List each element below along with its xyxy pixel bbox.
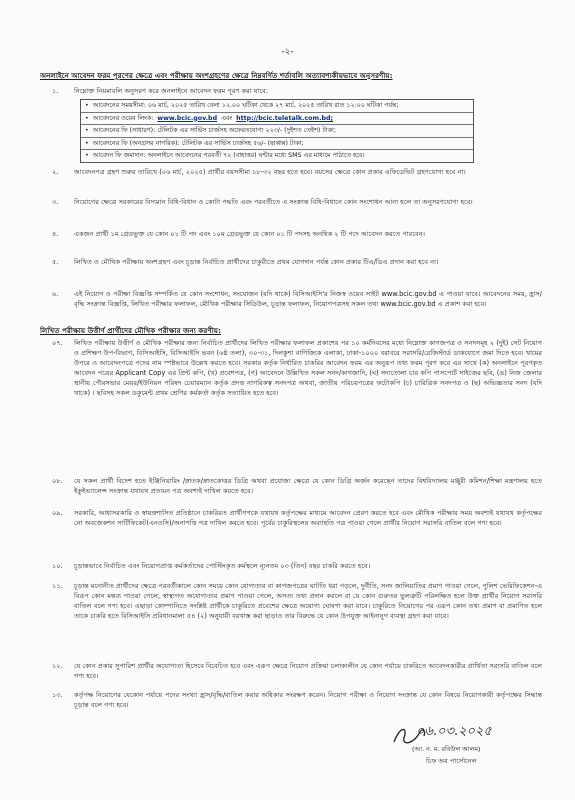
item-text: যে কোন প্রকার সুপারিশ প্রার্থীর অযোগ্যতা হিসেবে বিবেচিত হবে এবং এরূপ ক্ষেত্রে নিয়োগ প্রক্রিয়া চলাকালীন যে কোন পর্যায়ে চাকরিতে আবেদনকারীর প্রার্থিতা সরাসরি বাতিল বলে গণ্য হবে। [74, 662, 543, 680]
item-text: আবেদনপত্র গ্রহণ শুরুর তারিখে (০৬ মার্চ, ২০২৫) প্রার্থীর বয়সসীমা ১৮-৩২ বছর হতে হবে। বয়সের ক্ষেত্রে কোন প্রকার এফিডেভিট গ্রহণযোগ্য হবে না। [74, 168, 466, 176]
signatory-title: চিফ অব পার্সোনেল [426, 757, 477, 765]
item-text: নিয়োগের ক্ষেত্রে সরকারের বিদ্যমান বিধি-বিধান ও কোটা পদ্ধতি এবং পরবর্তীতে এ সংক্রান্ত বিধি-বিধানে কোন সংশোধন আনা হলে তা অনুসরণযোগ্য হবে। [74, 198, 473, 206]
item-text: কর্তৃপক্ষ নিয়োগের যেকোন পর্যায়ে পদের সংখ্যা হ্রাস/বৃদ্ধি/বাতিল করার অধিকার সংরক্ষণ করেন। নিয়োগ পরীক্ষা ও নিয়োগ সংক্রান্ত যে কোন বিষয়ে নিয়োগকারী কর্তৃপক্ষের সিদ্ধান্ত চূড়ান্ত বলে গণ্য হবে। [74, 691, 542, 709]
item-number: ২. [52, 168, 59, 176]
intro-heading: অনলাইনে আবেদন ফরম পূরণের ক্ষেত্রে এবং পরীক্ষায় অংশগ্রহণের ক্ষেত্রে নিম্নবর্ণিত শর্তাবলি অত্যাবশ্যকীয়ভাবে অনুসরণীয়: [40, 71, 393, 80]
item-number: ১২. [52, 662, 63, 670]
item-text: একজন প্রার্থী ১ম গ্রেডভুক্ত যে কোন ০১ টি পদ এবং ১০ম গ্রেডভুক্ত যে কোন ০১ টি পদসহ অনধিক ২ টি পদে আবেদন করতে পারবেন। [74, 230, 426, 238]
info-deadline: আবেদনের সময়সীমা: ০৬ মার্চ, ২০২৫ তারিখ বেলা ১২.০০ ঘটিকা থেকে ২৭ মার্চ, ২০২৫ তারিখ রাত ১২:০০ ঘটিকা পর্যন্ত; [92, 102, 399, 109]
signature-block [390, 722, 540, 774]
item-number: ৪. [52, 230, 59, 238]
item-text: লিখিত পরীক্ষায় উত্তীর্ণ ও মৌখিক পরীক্ষার জন্য নির্বাচিত প্রার্থীদের লিখিত পরীক্ষার ফলাফল প্রকাশের পর ১০ কর্মদিবসের মধ্যে নিম্নোক্ত কাগজপত্র ও সনদসমূহ ২ (দুই) সেট নিয়োগ ও প্রশিক্ষণ উপ-বিভাগ, বিসিআইসি, বিসিআইসি ভবন (৬ষ্ঠ তলা), ৩০-৩১, দিলকুশা বাণিজ্যিক এলাকা, ঢাকা-১০০০ বরাবরে সরাসরি/রেজিস্টার্ড ডাকযোগে জমা দিতে হবে। খামের উপরে ও আবেদনপত্রে পদের নাম স্পষ্টভাবে উল্লেখ করতে হবে। সরকার কর্তৃক নির্ধারিত চাকরির আবেদন ফরম এর অনুরূপ তথ্য ফরম পূরণ করে এর সাথে (ক) অনলাইনে পূরণকৃত আবেদন পত্রের Applicant Copy এর প্রিন্ট কপি, (খ) প্রবেশপত্র, (গ) আবেদনে উল্লিখিত সকল সনদ/কাগজাদি, (ঘ) সদ্যতোলা চার কপি পাসপোর্ট সাইজের ছবি, (ঙ) নিজ জেলার স্থানীয় পৌরসভার মেয়র/ইউনিয়ন পরিষদ চেয়ারম্যান কর্তৃক প্রদত্ত নাগরিকত্ব সনদপত্র অথবা, জাতীয় পরিচয়পত্রের ফটোকপি (চ) চারিত্রিক সনদপত্র ও (ছ) অভিজ্ঞতার সনদ (যদি থাকে) । ছবিসহ সকল ডকুমেন্ট প্রথম শ্রেণির কর্মকর্তা কর্তৃক সত্যায়িত হতে হবে। [74, 339, 542, 397]
item-number: ১০. [52, 562, 63, 570]
info-row-deadline: • আবেদনের সময়সীমা: ০৬ মার্চ, ২০২৫ তারিখ বেলা ১২.০০ ঘটিকা থেকে ২৭ মার্চ, ২০২৫ তারিখ রাত ১২:০০ ঘটিকা পর্যন্ত; [81, 100, 473, 113]
section-heading-viva: লিখিত পরীক্ষায় উত্তীর্ণ প্রার্থীদের মৌখিক পরীক্ষার জন্য করণীয়: [40, 326, 221, 335]
info-fee-backward: আবেদনের ফি (অনগ্রসর নাগরিক): টেলিটক এর সার্ভিস চার্জসহ ৫৬/- (ছাপ্পান্ন) টাকা; [92, 139, 304, 147]
info-fee-general: আবেদনের ফি (সাধারণ): টেলিটক এর সার্ভিস চার্জসহ অফেরতযোগ্য ২২৩/- (দুইশত তেইশ) টাকা; [92, 127, 336, 135]
item-number: ০৯. [52, 509, 63, 517]
item-number: ১১. [52, 582, 63, 590]
info-row-fee-general: • আবেদনের ফি (সাধারণ): টেলিটক এর সার্ভিস চার্জসহ অফেরতযোগ্য ২২৩/- (দুইশত তেইশ) টাকা; [81, 125, 473, 138]
info-row-fee-backward: • আবেদনের ফি (অনগ্রসর নাগরিক): টেলিটক এর সার্ভিস চার্জসহ ৫৬/- (ছাপ্পান্ন) টাকা; [81, 138, 473, 151]
item-number: ৫. [52, 258, 59, 266]
bcic-website-link[interactable]: www.bcic.gov.bd [157, 114, 218, 122]
item-text: নিম্নোক্ত নিয়মাবলি অনুসরণ করে অনলাইনে আবেদন ফরম পূরণ করা যাবে: [74, 87, 269, 95]
item-text: চূড়ান্তভাবে নির্বাচিত এবং নিয়োগপ্রাপ্ত কর্মকর্তাদের পোস্টিংকৃত কর্মস্থলে ন্যূনতম ০৩ (তিন) বছর চাকরি করতে হবে। [74, 562, 371, 570]
item-text: লিখিত ও মৌখিক পরীক্ষায় অংশগ্রহণ এবং চূড়ান্ত নির্বাচিত প্রার্থীদের চাকুরীতে প্রথম যোগদান পর্যন্ত কোন প্রকার টিএ/ডিএ প্রদান করা হবে না। [74, 258, 439, 266]
item-number: ০৮. [52, 477, 63, 485]
item-number: ৩. [52, 198, 59, 206]
teletalk-link[interactable]: http://bcic.teletalk.com.bd; [236, 114, 333, 122]
item-number: ৬. [52, 290, 59, 298]
info-fee-payment: আবেদন ফি জমাদান: অনলাইনে আবেদনের পরবর্তী ৭২ (বাহাত্তর) ঘন্টার মধ্যে SMS এর মাধ্যমে পাঠাতে হবে। [92, 152, 365, 160]
item-text: সরকারি, আধাসরকারি ও স্বায়ত্তশাসিত প্রতিষ্ঠানে চাকরিরত প্রার্থীগণকে যথাযথ কর্তৃপক্ষের মাধ্যমে আবেদন প্রেরণ করতে হবে এবং মৌখিক পরীক্ষার সময় অবশ্যই যথাযথ কর্তৃপক্ষের নো অবজেকশন সার্টিফিকেট(এনওসি)/অনাপত্তি পত্র দাখিল করতে হবে। পূর্বের চাকুরিস্থলের অব্যাহতি পত্র পাওয়া গেলে প্রার্থীর নিয়োগ সরাসরি বাতিল বলে গণ্য হবে। [74, 509, 542, 527]
info-row-fee-payment: • আবেদন ফি জমাদান: অনলাইনে আবেদনের পরবর্তী ৭২ (বাহাত্তর) ঘন্টার মধ্যে SMS এর মাধ্যমে পাঠাতে হবে। [81, 150, 473, 162]
item-text: চূড়ান্ত মনোনীত প্রার্থীদের ক্ষেত্রে পরবর্তীকালে কোন সময়ে কোন যোগ্যতার বা কাগজপত্রের ঘাটতি ধরা পড়লে, দুর্নীতি, সনদ জালিয়াতির প্রমাণ পাওয়া গেলে, পুলিশ ভেরিফিকেশন-এ বিরূপ কোন মন্তব্য পাওয়া গেলে, স্বাস্থ্যগত অযোগ্যতার প্রমাণ পাওয়া গেলে, অসত্য তথ্য প্রদান করলে বা যে কোন গুরুতর ভুলত্রুটি পরিলক্ষিত হলে উক্ত প্রার্থীর নিয়োগ সরাসরি বাতিল বলে গণ্য হবে। এছাড়া কোম্পানিতে সংশ্লিষ্ট প্রার্থীকে চাকুরিতে প্রবেশের ক্ষেত্রে অযোগ্য ঘোষণা করা যাবে। চাকুরিতে নিয়োগের পর এরূপ কোন তথ্য প্রমাণ বা প্রমাণিত হলে তাকে চাকরি হতে বিসিআইসি প্রবিধানমালা ৫৪ (২) অনুযায়ী বরখাস্ত করা ছাড়াও তার বিরুদ্ধে যে কোন উপযুক্ত আইনানুগ ব্যবস্থা গ্রহণ করা যাবে। [74, 582, 542, 620]
item-number: ১৩. [52, 691, 63, 699]
application-info-box [80, 99, 474, 163]
page-number: -২- [281, 47, 294, 57]
signatory-name: (আ. ন. ম. রবিউল আলম) [412, 745, 481, 753]
item-number: ১. [52, 87, 59, 95]
item-text: এই নিয়োগ ও পরীক্ষা বিজ্ঞপ্তি সম্পর্কিত যে কোন সংশোধন, সংযোজন (যদি থাকে) বিসিআইসি'র নিজস্ব ওয়েব সাইট www.bcic.gov.bd এ পাওয়া যাবে। আবেদনের সময়, হ্রাস/বৃদ্ধি সংক্রান্ত বিজ্ঞপ্তি, লিখিত পরীক্ষার ফলাফল, মৌখিক পরীক্ষার সিডিউল, চূড়ান্ত ফলাফল, নিয়োগপত্রসহ সকল তথ্য www.bcic.gov.bd এ প্রকাশ করা হবে। [74, 290, 542, 308]
signature-date: ০৬.০৩.২০২৫ [416, 724, 492, 739]
item-text: যে সকল প্রার্থী বিদেশ হতে ইঞ্জিনিয়ারিং /স্নাতক/স্নাতকোত্তর ডিগ্রি অথবা প্রযোজ্য ক্ষেত্রে যে কোন ডিগ্রি অর্জন করেছেন তাদের বিশ্ববিদ্যালয় মঞ্জুরী কমিশন/শিক্ষা মন্ত্রণালয় হতে ইকুইভ্যালেন্স সংক্রান্ত যথাযথ প্রত্যয়ন পত্র অবশ্যই দাখিল করতে হবে। [74, 477, 542, 495]
info-weblink-label: আবেদনের ওয়েব লিংক: [92, 114, 154, 122]
item-number: ০৭. [52, 339, 63, 347]
link-connector: এবং [221, 114, 233, 122]
info-row-weblink: • আবেদনের ওয়েব লিংক: www.bcic.gov.bd এবং http://bcic.teletalk.com.bd; [81, 113, 473, 126]
